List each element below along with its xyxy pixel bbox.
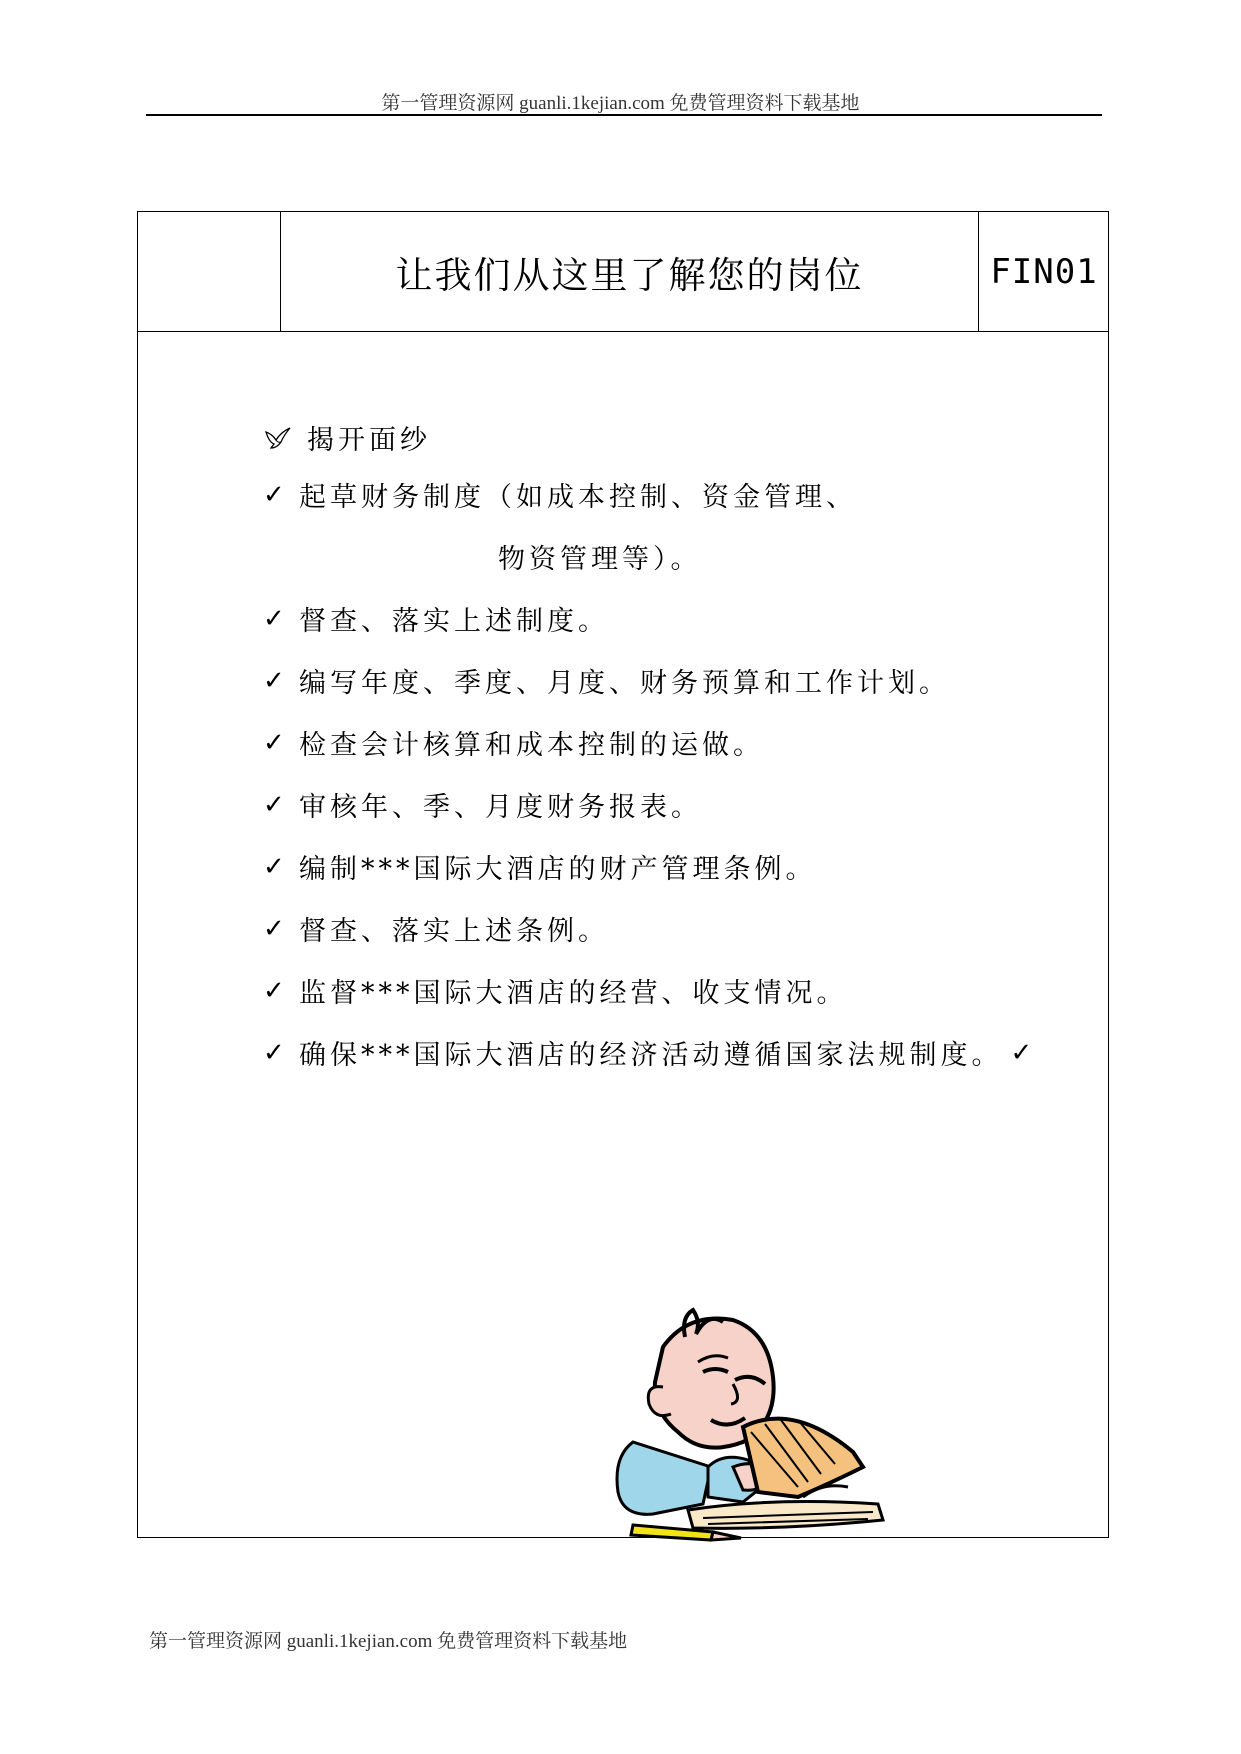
section-subtitle	[263, 418, 431, 457]
check-icon: ✓	[263, 913, 285, 944]
document-code: FIN01	[978, 212, 1109, 331]
subtitle-text: 揭开面纱	[307, 425, 431, 456]
check-icon: ✓	[263, 1037, 285, 1068]
check-icon: ✓	[263, 975, 285, 1006]
list-item	[263, 971, 848, 1010]
bird-icon	[263, 423, 293, 453]
list-item-text: 编写年度、季度、月度、财务预算和工作计划。	[299, 668, 950, 699]
check-icon: ✓	[263, 479, 285, 510]
header-divider	[146, 114, 1102, 116]
list-item	[263, 661, 950, 700]
page-title: 让我们从这里了解您的岗位	[395, 253, 864, 297]
check-icon: ✓	[263, 603, 285, 634]
list-item-text: 编制***国际大酒店的财产管理条例。	[299, 854, 817, 885]
trailing-check-icon: ✓	[1010, 1037, 1033, 1068]
check-icon: ✓	[263, 665, 285, 696]
check-icon: ✓	[263, 727, 285, 758]
list-item-text: 督查、落实上述条例。	[299, 916, 609, 947]
list-item-text: 起草财务制度（如成本控制、资金管理、	[299, 482, 857, 513]
list-item-text: 审核年、季、月度财务报表。	[299, 792, 702, 823]
document-frame	[137, 211, 1109, 1538]
list-item-text: 检查会计核算和成本控制的运做。	[299, 730, 764, 761]
footer-text: 第一管理资源网 guanli.1kejian.com 免费管理资料下载基地	[149, 1631, 628, 1652]
list-item-text: 确保***国际大酒店的经济活动遵循国家法规制度。	[299, 1040, 1003, 1071]
header-text: 第一管理资源网 guanli.1kejian.com 免费管理资料下载基地	[381, 93, 860, 114]
title-left-cell	[138, 212, 281, 331]
list-item	[263, 723, 764, 762]
list-item-text: 督查、落实上述制度。	[299, 606, 609, 637]
title-row	[138, 212, 1108, 332]
man-reading-book-illustration	[593, 1292, 913, 1542]
list-item-text: 监督***国际大酒店的经营、收支情况。	[299, 978, 848, 1009]
list-item-continuation: 物资管理等）。	[498, 544, 702, 575]
list-item	[263, 847, 817, 886]
check-icon: ✓	[263, 851, 285, 882]
list-item	[263, 909, 609, 948]
list-item	[263, 475, 857, 514]
check-icon: ✓	[263, 789, 285, 820]
list-item	[263, 599, 609, 638]
content-area	[138, 332, 1108, 1537]
list-item	[263, 1033, 1032, 1072]
list-item	[263, 785, 702, 824]
